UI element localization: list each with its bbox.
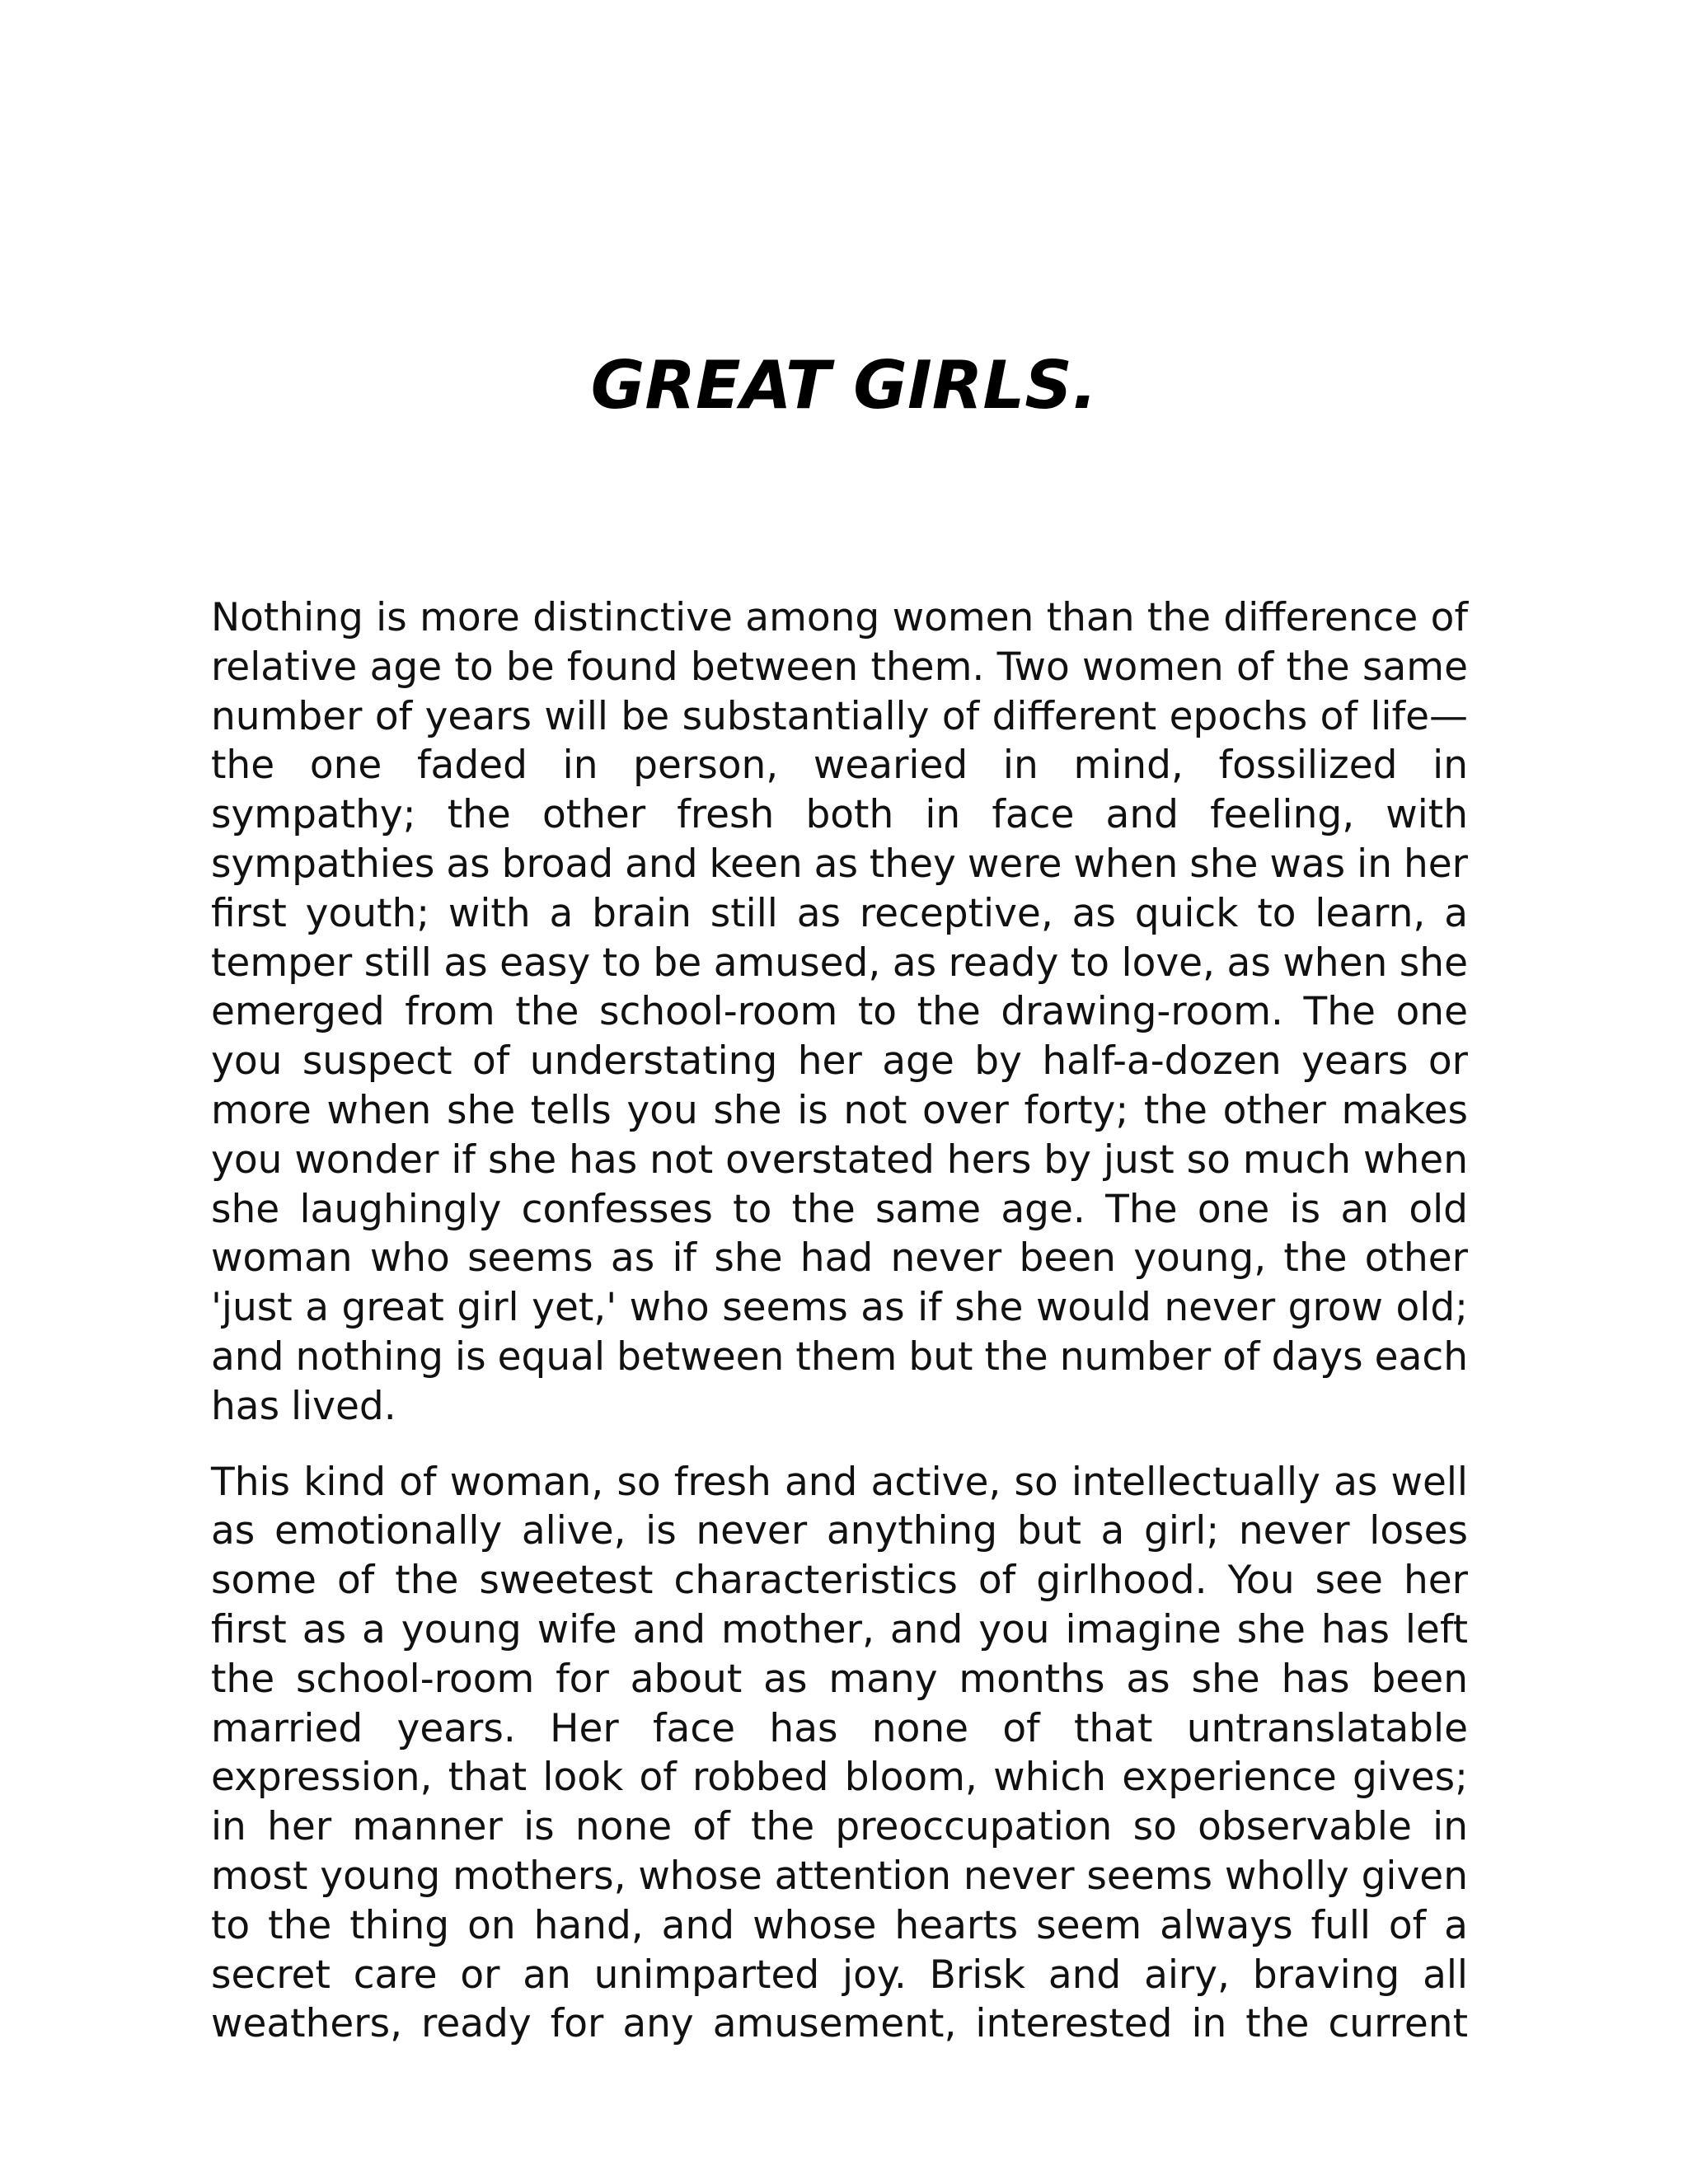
body-text: [211, 593, 1468, 2075]
chapter-title: GREAT GIRLS.: [590, 347, 1098, 424]
paragraph: This kind of woman, so fresh and active, so intellectually as well as emotionally alive, is never anything but a girl; never loses some of the sweetest characteristics of girlhood. You see her first as a young wife and mother, and you imagine she has left the school-room for about as many months as she has been married years. Her face has none of that untranslatable expression, that look of robbed bloom, which experience gives; in her manner is none of the preoccupation so observable in most young mothers, whose attention never seems wholly given to the thing on hand, and whose hearts seem always full of a secret care or an unimparted joy. Brisk and airy, braving all weathers, ready for any amusement, interested in the current: [211, 1459, 1468, 2047]
paragraph: Nothing is more distinctive among women than the difference of relative age to be found between them. Two women of the same number of years will be substantially of different epochs of life—the one faded in person, wearied in mind, fossilized in sympathy; the other fresh both in face and feeling, with sympathies as broad and keen as they were when she was in her first youth; with a brain still as receptive, as quick to learn, a temper still as easy to be amused, as ready to love, as when she emerged from the school-room to the drawing-room. The one you suspect of understating her age by half-a-dozen years or more when she tells you she is not over forty; the other makes you wonder if she has not overstated hers by just so much when she laughingly confesses to the same age. The one is an old woman who seems as if she had never been young, the other 'just a great girl yet,' who seems as if she would never grow old; and nothing is equal between them but the number of days each has lived.: [211, 595, 1468, 1429]
